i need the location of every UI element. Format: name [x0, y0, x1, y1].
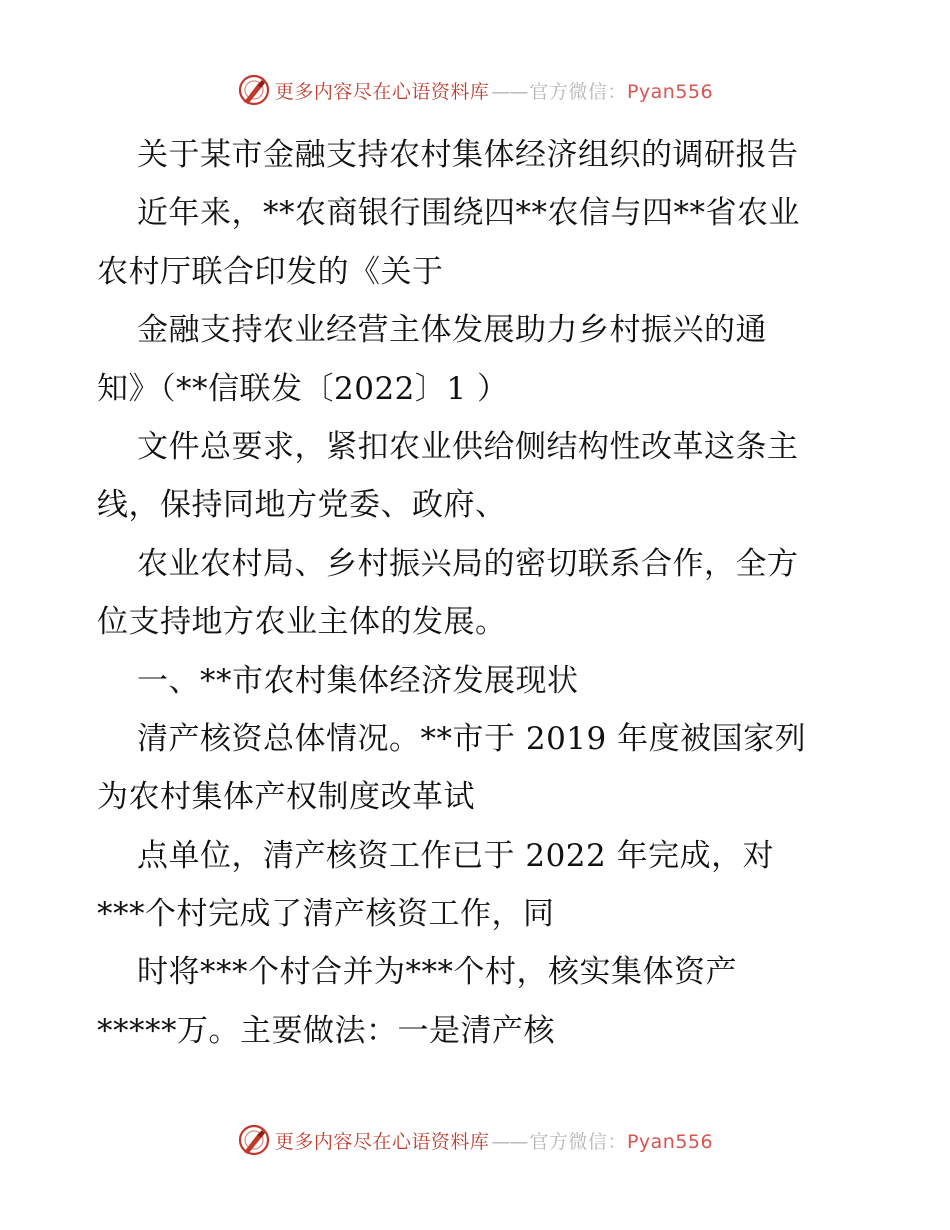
paragraph-line: 为农村集体产权制度改革试: [97, 779, 475, 816]
footer-banner: [0, 1120, 950, 1160]
header-banner: [0, 70, 950, 110]
paragraph-line: 农业农村局、乡村振兴局的密切联系合作，全方: [137, 545, 799, 582]
paragraph-line: *****万。主要做法：一是清产核: [97, 1012, 555, 1049]
banner-text: [275, 1127, 713, 1154]
paragraph-line: 点单位，清产核资工作已于 2022 年完成，对: [137, 837, 775, 874]
paragraph-line: 清产核资总体情况。**市于 2019 年度被国家列: [137, 720, 807, 757]
pen-logo-icon: [237, 1123, 271, 1157]
paragraph-line: 知》（**信联发〔2022〕1 ）: [97, 370, 509, 407]
paragraph-line: 金融支持农业经营主体发展助力乡村振兴的通: [137, 312, 767, 349]
banner-text: [275, 77, 713, 104]
wechat-id: Pyan556: [626, 1130, 714, 1153]
paragraph-line: 近年来，**农商银行围绕四**农信与四**省农业: [137, 195, 800, 232]
paragraph-line: 文件总要求，紧扣农业供给侧结构性改革这条主: [137, 428, 799, 465]
wechat-label: 官方微信：: [529, 80, 627, 103]
document-title: 关于某市金融支持农村集体经济组织的调研报告: [137, 137, 799, 173]
wechat-id: Pyan556: [626, 80, 714, 103]
wechat-label: 官方微信：: [529, 1130, 627, 1153]
banner-title: 更多内容尽在心语资料库: [274, 80, 490, 103]
document-body: [97, 126, 867, 1060]
banner-title: 更多内容尽在心语资料库: [274, 1130, 490, 1153]
section-heading: 一、**市农村集体经济发展现状: [137, 662, 579, 699]
banner-dash: ——: [491, 1130, 528, 1153]
banner-dash: ——: [491, 80, 528, 103]
paragraph-line: 时将***个村合并为***个村，核实集体资产: [137, 954, 737, 991]
paragraph-line: 位支持地方农业主体的发展。: [97, 604, 507, 641]
paragraph-line: 线，保持同地方党委、政府、: [97, 487, 507, 524]
paragraph-line: 农村厅联合印发的《关于: [97, 253, 444, 290]
pen-logo-icon: [237, 73, 271, 107]
paragraph-line: ***个村完成了清产核资工作，同: [97, 896, 555, 933]
